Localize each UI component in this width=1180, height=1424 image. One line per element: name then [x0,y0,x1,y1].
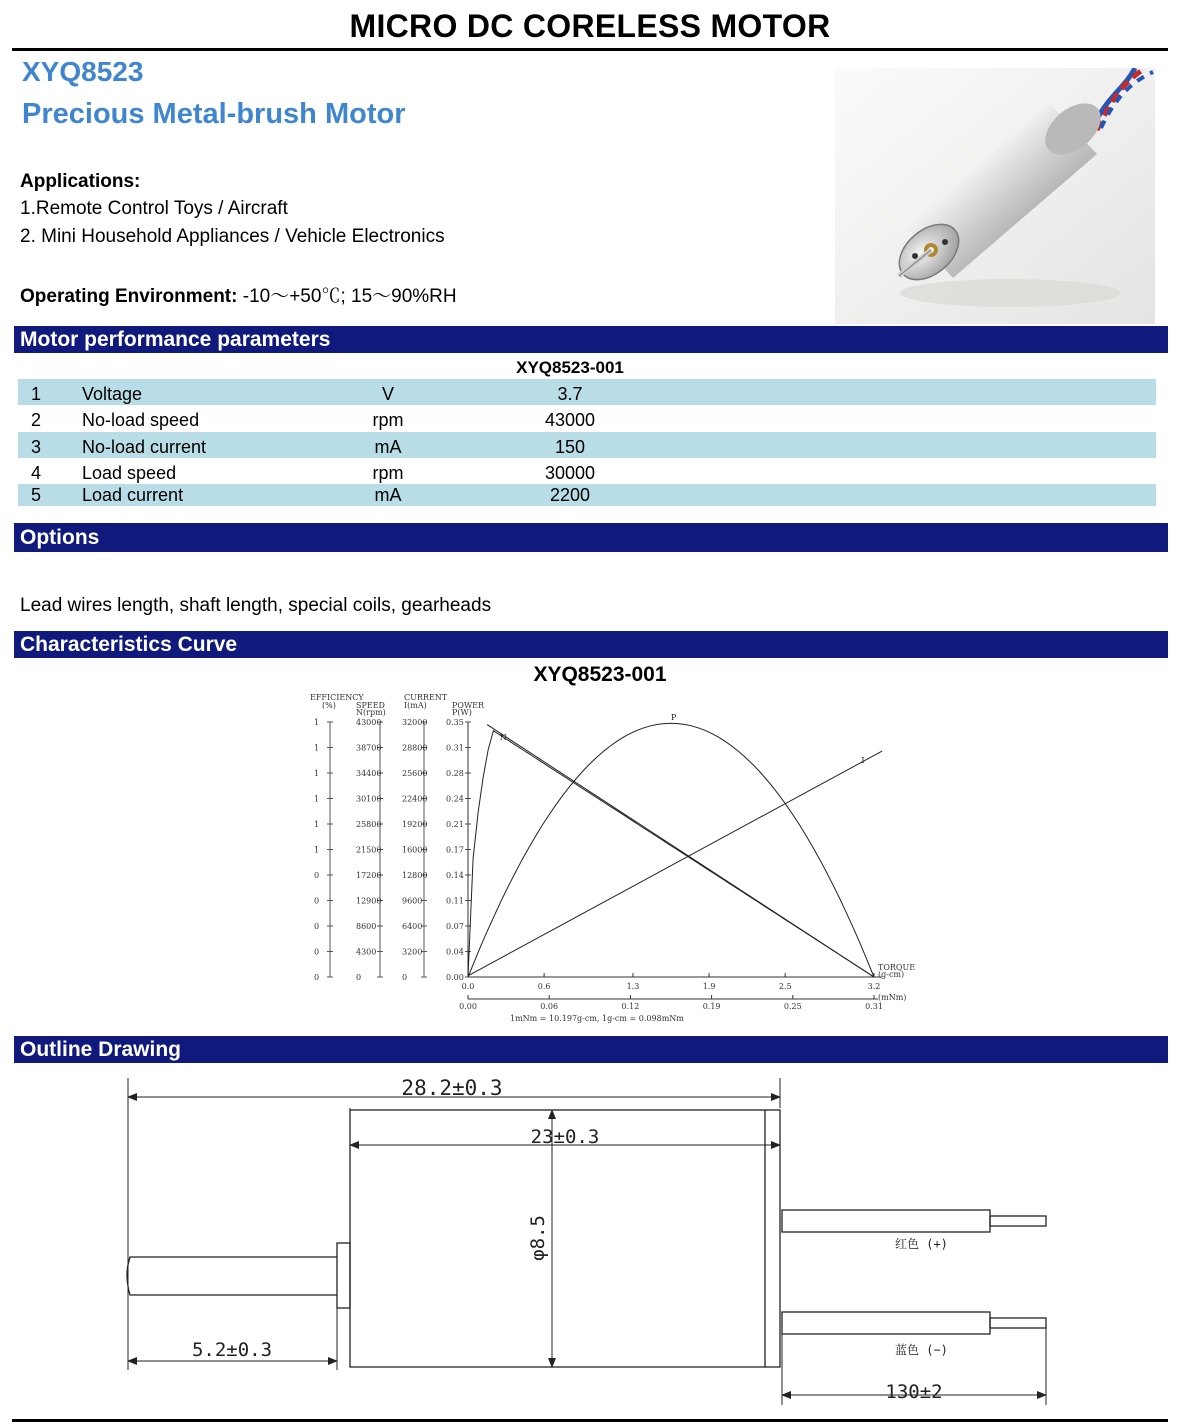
torque-tick-label: 3.2 [867,982,881,991]
efficiency-tick-label: 1 [314,794,320,804]
motor-product-photo [835,68,1155,324]
speed-tick-label: 30100 [356,794,382,804]
operating-environment [20,281,457,308]
efficiency-tick-label: 0 [314,947,320,957]
wire-label-blue: 蓝色 (−) [895,1343,948,1357]
speed-tick-label: 21500 [356,845,382,855]
unit-conversion-note: 1mNm = 10.197g-cm, 1g-cm = 0.098mNm [510,1014,684,1023]
efficiency-tick-label: 1 [314,743,320,753]
param-value: 150 [554,437,586,457]
power-tick-label: 0.24 [446,794,464,804]
param-name: Load speed [82,463,177,483]
row-number: 4 [31,463,42,483]
table-row [18,405,1156,431]
speed-axis-unit: N(rpm) [356,708,386,717]
mnm-tick-label: 0.25 [783,1002,802,1011]
current-tick-label: 12800 [402,871,428,880]
bottom-divider [12,1419,1168,1422]
power-tick-label: 0.35 [446,718,464,727]
torque-axis-unit: (g-cm) [878,970,905,979]
power-tick-label: 0.11 [446,896,464,906]
table-row [18,432,1156,458]
section-bar-options: Options [14,523,1168,552]
current-tick-label: 25600 [402,769,428,778]
mnm-tick-label: 0.00 [459,1002,477,1011]
row-number: 5 [31,485,42,505]
section-bar-outline: Outline Drawing [14,1036,1168,1063]
power-axis-title: POWER [452,701,485,710]
power-axis-unit: P(W) [452,708,472,717]
param-name: Voltage [82,384,143,404]
environment-label: Operating Environment: [20,286,238,307]
options-text: Lead wires length, shaft length, special coils, gearheads [20,595,492,616]
efficiency-axis-title: EFFICIENCY [310,693,364,702]
row-number: 3 [31,437,42,457]
mnm-tick-label: 0.06 [540,1002,559,1011]
param-value: 30000 [544,463,596,483]
efficiency-tick-label: 1 [314,820,320,829]
power-tick-label: 0.17 [446,845,464,855]
curve-model-title: XYQ8523-001 [533,663,667,686]
dim-lead-length: 130±2 [885,1381,943,1403]
efficiency-tick-label: 0 [314,871,320,880]
speed-curve-label: N [499,732,507,742]
application-item: 1.Remote Control Toys / Aircraft [20,198,288,219]
speed-tick-label: 17200 [356,871,382,880]
page-title: MICRO DC CORELESS MOTOR [349,8,831,44]
table-row [18,458,1156,484]
outline-drawing [100,1070,1080,1415]
speed-tick-label: 8600 [356,922,377,931]
param-unit: rpm [372,463,404,483]
speed-tick-label: 25800 [356,820,382,829]
param-value: 2200 [549,485,591,505]
current-tick-label: 9600 [402,896,423,906]
efficiency-tick-label: 1 [314,769,320,778]
param-name: No-load speed [82,410,200,430]
dim-total-length: 28.2±0.3 [401,1076,503,1100]
speed-tick-label: 38700 [356,743,382,753]
torque-tick-label: 1.9 [702,982,716,991]
wire-label-red: 红色 (+) [895,1237,948,1251]
row-number: 1 [31,384,42,404]
torque-tick-label: 2.5 [778,982,792,991]
efficiency-curve [468,731,874,977]
power-tick-label: 0.04 [446,947,464,957]
current-tick-label: 16000 [402,845,428,855]
mnm-axis-title: (mNm) [878,993,907,1002]
speed-tick-label: 12900 [356,896,382,906]
current-tick-label: 19200 [402,820,428,829]
param-unit: mA [374,485,402,505]
model-description: Precious Metal-brush Motor [22,98,406,130]
speed-tick-label: 34400 [356,769,382,778]
table-row [18,379,1156,405]
power-tick-label: 0.21 [446,820,464,829]
efficiency-axis-unit: (%) [322,701,336,710]
dim-shaft-length: 5.2±0.3 [191,1339,273,1361]
torque-tick-label: 0.0 [461,982,475,991]
model-code: XYQ8523 [22,56,144,87]
speed-tick-label: 43000 [356,718,382,727]
dim-body-length: 23±0.3 [530,1126,600,1148]
performance-model: XYQ8523-001 [516,358,624,377]
efficiency-tick-label: 0 [314,896,320,906]
row-number: 2 [31,410,42,430]
mnm-tick-label: 0.12 [621,1002,640,1011]
param-unit: mA [374,437,402,457]
current-axis-unit: I(mA) [404,701,427,710]
speed-tick-label: 0 [356,973,362,982]
power-curve [468,723,874,977]
current-tick-label: 6400 [402,922,423,931]
characteristics-chart [300,690,940,1030]
current-curve-label: I [861,755,865,765]
param-name: No-load current [82,437,207,457]
param-unit: rpm [372,410,404,430]
current-tick-label: 32000 [402,718,428,727]
efficiency-tick-label: 1 [314,718,320,727]
torque-axis-title: TORQUE [878,963,916,972]
efficiency-tick-label: 0 [314,973,320,982]
section-bar-performance: Motor performance parameters [14,326,1168,353]
param-value: 3.7 [557,384,583,404]
mnm-tick-label: 0.19 [702,1002,721,1011]
environment-value: -10～+50℃; 15～90%RH [242,286,457,307]
power-curve-label: P [671,713,677,722]
current-tick-label: 3200 [402,947,423,957]
param-value: 43000 [544,410,596,430]
current-axis-title: CURRENT [404,693,448,702]
application-item: 2. Mini Household Appliances / Vehicle Electronics [20,226,445,247]
efficiency-tick-label: 1 [314,845,320,855]
torque-tick-label: 1.3 [626,982,640,991]
current-tick-label: 22400 [402,794,428,804]
title-divider [12,48,1168,51]
applications-heading: Applications: [20,171,141,192]
efficiency-tick-label: 0 [314,922,320,931]
torque-tick-label: 0.6 [537,982,551,991]
mnm-tick-label: 0.31 [865,1002,883,1011]
power-tick-label: 0.31 [446,743,464,753]
param-name: Load current [82,485,184,505]
power-tick-label: 0.00 [446,973,464,982]
param-unit: V [381,384,394,404]
power-tick-label: 0.28 [446,769,464,778]
power-tick-label: 0.07 [446,922,464,931]
table-row [18,484,1156,506]
dim-diameter: φ8.5 [527,1215,549,1261]
speed-axis-title: SPEED [356,701,385,710]
speed-tick-label: 4300 [356,947,377,957]
current-tick-label: 0 [402,973,408,982]
current-tick-label: 28800 [402,743,428,753]
power-tick-label: 0.14 [446,871,464,880]
section-bar-characteristics: Characteristics Curve [14,631,1168,658]
